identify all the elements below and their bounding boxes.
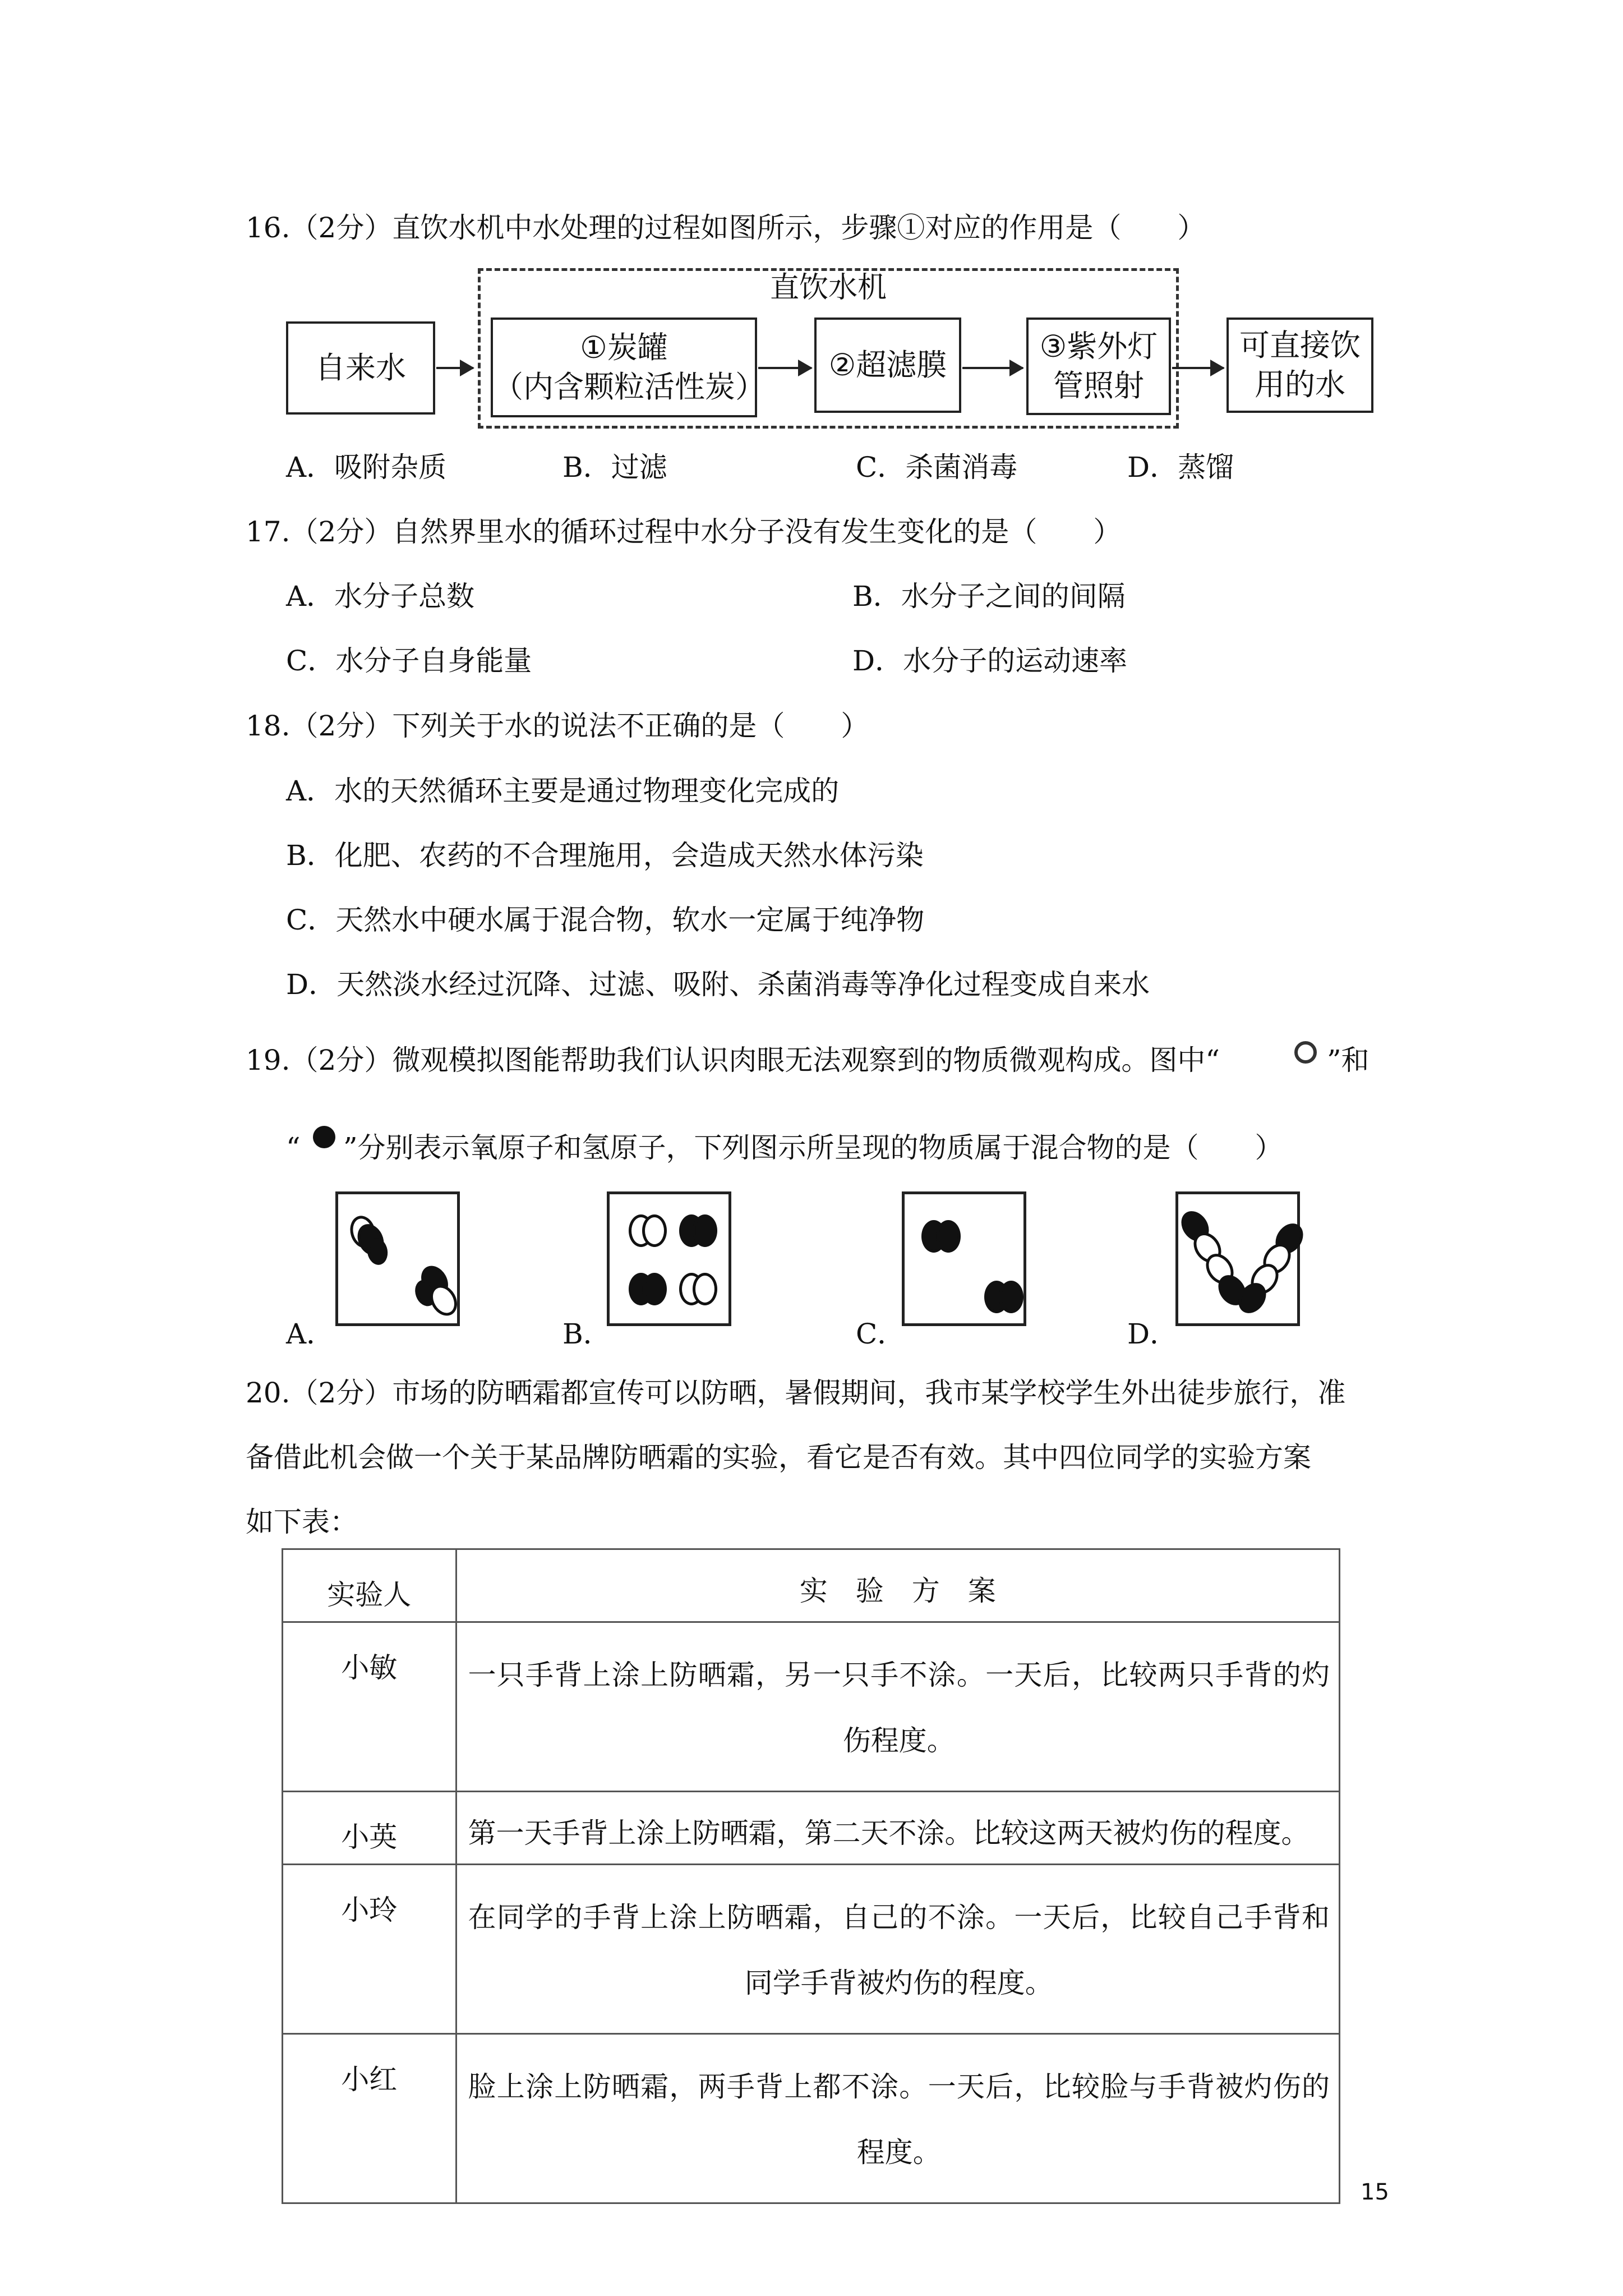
- plan-line: 同学手背被灼伤的程度。: [744, 1967, 1053, 1999]
- arrow-3: [962, 367, 1023, 369]
- oxygen-atom-icon: [642, 1214, 667, 1247]
- arrow-2: [758, 367, 811, 369]
- q17-option-d: D．水分子的运动速率: [852, 645, 1128, 677]
- page-number: 15: [1361, 2179, 1389, 2205]
- table-row: [283, 1622, 1340, 1792]
- person-name: 小英: [283, 1792, 457, 1865]
- q17-option-b: B．水分子之间的间隔: [852, 580, 1126, 613]
- q20-stem-line3: 如下表：: [246, 1506, 358, 1538]
- q16-option-d: D．蒸馏: [1127, 451, 1234, 484]
- oxygen-atom-icon: [693, 1273, 717, 1305]
- q18-option-b: B．化肥、农药的不合理施用，会造成天然水体污染: [286, 839, 924, 872]
- plan-line: 伤程度。: [842, 1724, 955, 1757]
- hydrogen-atom-icon: [642, 1273, 667, 1305]
- hydrogen-atom-icon: [693, 1214, 717, 1247]
- plan-cell: [456, 2034, 1339, 2203]
- q18-option-a: A．水的天然循环主要是通过物理变化完成的: [286, 775, 840, 807]
- q19-option-c: C．: [856, 1318, 906, 1350]
- arrow-1: [436, 367, 473, 369]
- table-row: [283, 1792, 1340, 1865]
- table-header-row: [283, 1549, 1340, 1622]
- q19-stem-part2: ”和: [1327, 1044, 1370, 1076]
- molecule-box-d: [1175, 1191, 1300, 1326]
- q19-option-d: D．: [1127, 1318, 1178, 1350]
- q19-stem-part4: ”分别表示氧原子和氢原子，下列图示所呈现的物质属于混合物的是（ ）: [343, 1131, 1283, 1164]
- oxygen-legend-icon: [1294, 1041, 1317, 1064]
- arrow-4: [1172, 367, 1224, 369]
- plan-line: 在同学的手背上涂上防晒霜，自己的不涂。一天后，比较自己手背和: [468, 1901, 1330, 1934]
- drinkable-water-box: 可直接饮 用的水: [1227, 318, 1373, 413]
- dispenser-group-label: 直饮水机: [769, 271, 887, 305]
- plan-cell: [456, 1865, 1339, 2034]
- person-name: 小敏: [283, 1622, 457, 1792]
- q16-option-c: C．杀菌消毒: [856, 451, 1018, 484]
- person-name: 小红: [283, 2034, 457, 2203]
- header-person: 实验人: [283, 1549, 457, 1622]
- hydrogen-atom-icon: [999, 1281, 1023, 1313]
- q18-option-d: D．天然淡水经过沉降、过滤、吸附、杀菌消毒等净化过程变成自来水: [286, 968, 1150, 1001]
- molecule-box-a: [335, 1191, 460, 1326]
- q19-option-b: B．: [562, 1318, 611, 1350]
- plan-cell: 第一天手背上涂上防晒霜，第二天不涂。比较这两天被灼伤的程度。: [456, 1792, 1339, 1865]
- header-plan: 实 验 方 案: [456, 1549, 1339, 1622]
- molecule-box-b: [607, 1191, 731, 1326]
- ultrafiltration-box: ②超滤膜: [814, 318, 961, 413]
- molecule-box-c: [902, 1191, 1026, 1326]
- experiment-plan-table: [282, 1548, 1340, 2204]
- hydrogen-legend-icon: [313, 1126, 335, 1148]
- q17-option-a: A．水分子总数: [286, 580, 475, 613]
- q19-option-a: A．: [286, 1318, 335, 1350]
- uv-lamp-box: ③紫外灯 管照射: [1026, 318, 1171, 415]
- q16-option-b: B．过滤: [562, 451, 667, 484]
- plan-line: 程度。: [856, 2136, 941, 2169]
- q20-stem-line2: 备借此机会做一个关于某品牌防晒霜的实验，看它是否有效。其中四位同学的实验方案: [246, 1441, 1311, 1474]
- person-name: 小玲: [283, 1865, 457, 2034]
- table-row: [283, 1865, 1340, 2034]
- plan-cell: [456, 1622, 1339, 1792]
- q16-stem: 16.（2分）直饮水机中水处理的过程如图所示，步骤①对应的作用是（ ）: [246, 211, 1206, 244]
- q20-stem-line1: 20.（2分）市场的防晒霜都宣传可以防晒，暑假期间，我市某学校学生外出徒步旅行，准: [246, 1377, 1346, 1409]
- table-row: [283, 2034, 1340, 2203]
- plan-line: 一只手背上涂上防晒霜，另一只手不涂。一天后，比较两只手背的灼: [468, 1659, 1330, 1691]
- q19-stem-part3: “: [286, 1131, 301, 1164]
- q19-stem-part1: 19.（2分）微观模拟图能帮助我们认识肉眼无法观察到的物质微观构成。图中“: [246, 1044, 1220, 1076]
- hydrogen-atom-icon: [936, 1220, 961, 1253]
- q17-stem: 17.（2分）自然界里水的循环过程中水分子没有发生变化的是（ ）: [246, 516, 1122, 548]
- plan-line: 脸上涂上防晒霜，两手背上都不涂。一天后，比较脸与手背被灼伤的: [468, 2070, 1330, 2103]
- q18-stem: 18.（2分）下列关于水的说法不正确的是（ ）: [246, 710, 869, 742]
- carbon-tank-box: ①炭罐 （内含颗粒活性炭）: [491, 318, 757, 417]
- q17-option-c: C．水分子自身能量: [286, 645, 532, 677]
- q18-option-c: C．天然水中硬水属于混合物，软水一定属于纯净物: [286, 904, 925, 936]
- tap-water-box: 自来水: [286, 321, 435, 415]
- q16-option-a: A．吸附杂质: [286, 451, 447, 484]
